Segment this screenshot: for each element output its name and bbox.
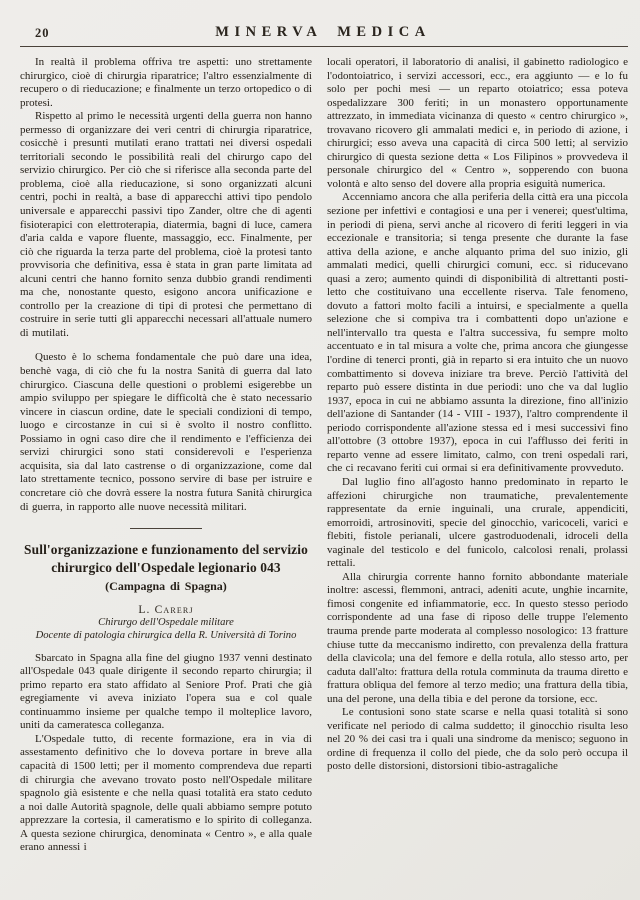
paragraph: Alla chirurgia corrente hanno fornito abbondante materiale inoltre: ascessi, flemmoni, antraci, adeniti acute, unghie incarnite, fimosi congenite ed infiammatorie, ecc. In questo stesso periodo corrispondente ad una fase di riposo delle truppe l'elemento trauma prende parte moderata al complesso nosologico: 13 fratture chiuse tutte da meccanismo indiretto, con prevalenza della frattura della clavicola; una del femore e della rotula, allo stesso arto, per caduta dall'alto: frattura della rotula comminuta da trauma diretto e frattura obliqua del femore al terzo medio; una frattura della tibia, una del perone, una della tibia e del perone da torsione, ecc. — [327, 570, 628, 705]
page-number: 20 — [35, 26, 50, 40]
paragraph: In realtà il problema offriva tre aspetti: uno strettamente chirurgico, cioè di chirurgia riparatrice; l'altro essenzialmente di recupero o di rieducazione; e finalmente un terzo ortopedico o di protesi. — [20, 56, 312, 109]
paragraph: locali operatori, il laboratorio di analisi, il gabinetto radiologico e l'odontoiatrico, i servizi accessori, ecc., era aggiunto — e lo fu solo per pochi mesi — un reparto otoiatrico; essa poteva ospedalizzare 300 feriti; in un monastero opportunamente attrezzato, in immediata vicinanza di questo « centro chirurgico », trovavano ricovero gli ammalati medici e, in periodo di azione, i chirurgici; esso aveva una capacità di circa 500 letti; al servizio chirurgico di questa sezione detta « Los Filipinos » provvedeva il personale chirurgico del « Centro », sopperendo con buona volontà e alto senso del dovere alla propria esiguità numerica. — [327, 56, 628, 190]
paragraph: Questo è lo schema fondamentale che può dare una idea, benchè vaga, di ciò che fu la nostra Sanità di guerra dal lato chirurgico. Ciascuna delle questioni o problemi esigerebbe un ampio sviluppo per spiegare le difficoltà che è stato necessario vincere in ciascun ordine, date le speciali condizioni di tempo, luogo e circostanze in cui si è svolto il nostro conflitto. Possiamo in ogni caso dire che il rendimento e l'efficienza dei servizi chirurgici sono stati considerevoli e l'esperienza acquisita, sia dal lato castrense o di organizzazione, come dal lato strettamente tecnico, possono servire di base per istruire e concretare ciò che dovrà essere la nostra futura Sanità chirurgica di guerra, in rapporto alle nuove necessità militari. — [20, 351, 312, 513]
paragraph: Dal luglio fino all'agosto hanno predominato in reparto le affezioni chirurgiche non traumatiche, prevalentemente rappresentate da ernie inguinali, una crurale, appendiciti, emorroidi, artrosinoviti, specie del ginocchio, varicoceli, varici e flebiti, fistole perianali, ulcere gastroduodenali, idroceli della vaginale del testicolo e del funicolo, calcolosi renali, prolassi rettali. — [327, 475, 628, 570]
paragraph: Rispetto al primo le necessità urgenti della guerra non hanno permesso di organizzare dei veri centri di chirurgia riparatrice, cosicchè i presunti mutilati erano trattati nei diversi ospedali territoriali secondo le possibilità reali del chirurgo capo del servizio chirurgico. Per ciò che si riferisce alla seconda parte del problema, cioè alla rieducazione, si sono organizzati alcuni centri, pochi in realtà, a base di apparecchi attivi tipo pendolo universale e apparecchi passivi tipo Zander, oltre che di agenti fisioterapici con elettroterapia, diatermia, bagni di luce, camera d'aria calda e vapore fluente, massaggio, ecc. Finalmente, per ciò che riguarda la terza parte del problema, cioè la protesi tanto provvisoria che definitiva, essa è stata in gran parte limitata ad alcuni centri che hanno fornito senza dubbio grandi rendimenti ma che, nonostante questo, esigono ancora unificazione e controllo per la creazione di tipi di protesi che permettano di costruire in serie tutti gli apparecchi necessari all'attuale numero di mutilati. — [20, 110, 312, 339]
text-columns — [20, 56, 628, 872]
paragraph: L'Ospedale tutto, di recente formazione, era in via di assestamento definitivo che lo doveva portare in breve alla capacità di 1500 letti; per il momento comprendeva due reparti di chirurgia che avevano trovato posto nell'Ospedale militare spagnolo già esistente e che nella quasi totalità era stato ceduto a noi dalle Autorità spagnole, delle quali abbiamo sempre potuto apprezzare la cortesia, il cameratismo e lo spirito di colleganza. A questa sezione chirurgica, denominata « Centro », e alla quale erano annessi i — [20, 732, 312, 854]
article-title: Sull'organizzazione e funzionamento del servizio chirurgico dell'Ospedale legionario 043 — [24, 542, 308, 575]
article-author: L. Carerj — [138, 604, 194, 617]
column-divider-rule — [319, 58, 320, 848]
article-subtitle: (Campagna di Spagna) — [105, 579, 227, 594]
paragraph: Accenniamo ancora che alla periferia della città era una piccola sezione per infettivi e contagiosi e una per i venerei; quest'ultima, in periodi di piena, servì anche al ricovero di feriti leggeri in via eccezionale e transitoria; si tenga presente che durante la fase attiva della azione, e anche alquanto prima del suo inizio, gli ammalati medici, quelli chirurgici comuni, ecc. si riducevano quasi a zero; aumento quindi di disponibilità di altrettanti posti-letto che costituivano una eccellente riserva. Tale fenomeno, dovuto a fattori molto facili a intuirsi, e specialmente a quella selezione che si compiva tra i combattenti dopo un'azione e nell'intervallo tra questa e l'altra successiva, fu sempre molto accentuato e in tal misura a volte che, prima ancora che giungesse l'ordine di tenerci pronti, già in reparto si era intuito che un nuovo combattimento si doveva iniziare tra breve. Perciò l'attività del reparto può essere distinta in due periodi: uno che va dal luglio 1937, epoca in cui ne abbiamo assunta la direzione, fino all'inizio dell'azione di Santander (14 - VIII - 1937), l'altro comprendente il periodo corrispondente all'azione stessa ed i mesi successivi fino all'ottobre (3 ottobre 1937), epoca in cui l'afflusso dei feriti in reparto venne ad essere limitato, calmo, con treni ospedali rari, che ci recavano feriti cui ormai si era definitivamente provveduto. — [327, 191, 628, 475]
author-role: Docente di patologia chirurgica della R. Università di Torino — [35, 629, 297, 641]
section-divider-rule — [130, 528, 202, 529]
journal-title: MINERVA MEDICA — [215, 24, 431, 40]
left-column — [20, 56, 312, 872]
paragraph: Sbarcato in Spagna alla fine del giugno 1937 venni destinato all'Ospedale 043 quale dirigente il secondo reparto chirurgia; il primo reparto era stato affidato al Seniore Prof. Prati che già egregiamente vi aveva iniziato l'opera sua e col quale continuammo insieme per qualche tempo il molteplice lavoro, uniti da cameratesca colleganza. — [20, 651, 312, 732]
page-header — [20, 24, 626, 42]
paragraph: Le contusioni sono state scarse e nella quasi totalità si sono verificate nel periodo di calma suddetto; il ginocchio risulta leso nel 20 % dei casi tra i quali una sindrome da menisco; seguono in ordine di frequenza il collo del piede, che da solo però occupa il posto delle distorsioni, distorsioni tibio-astragaliche — [327, 706, 628, 773]
author-role: Chirurgo dell'Ospedale militare — [98, 617, 234, 629]
header-rule — [20, 46, 628, 49]
right-column — [327, 56, 628, 872]
